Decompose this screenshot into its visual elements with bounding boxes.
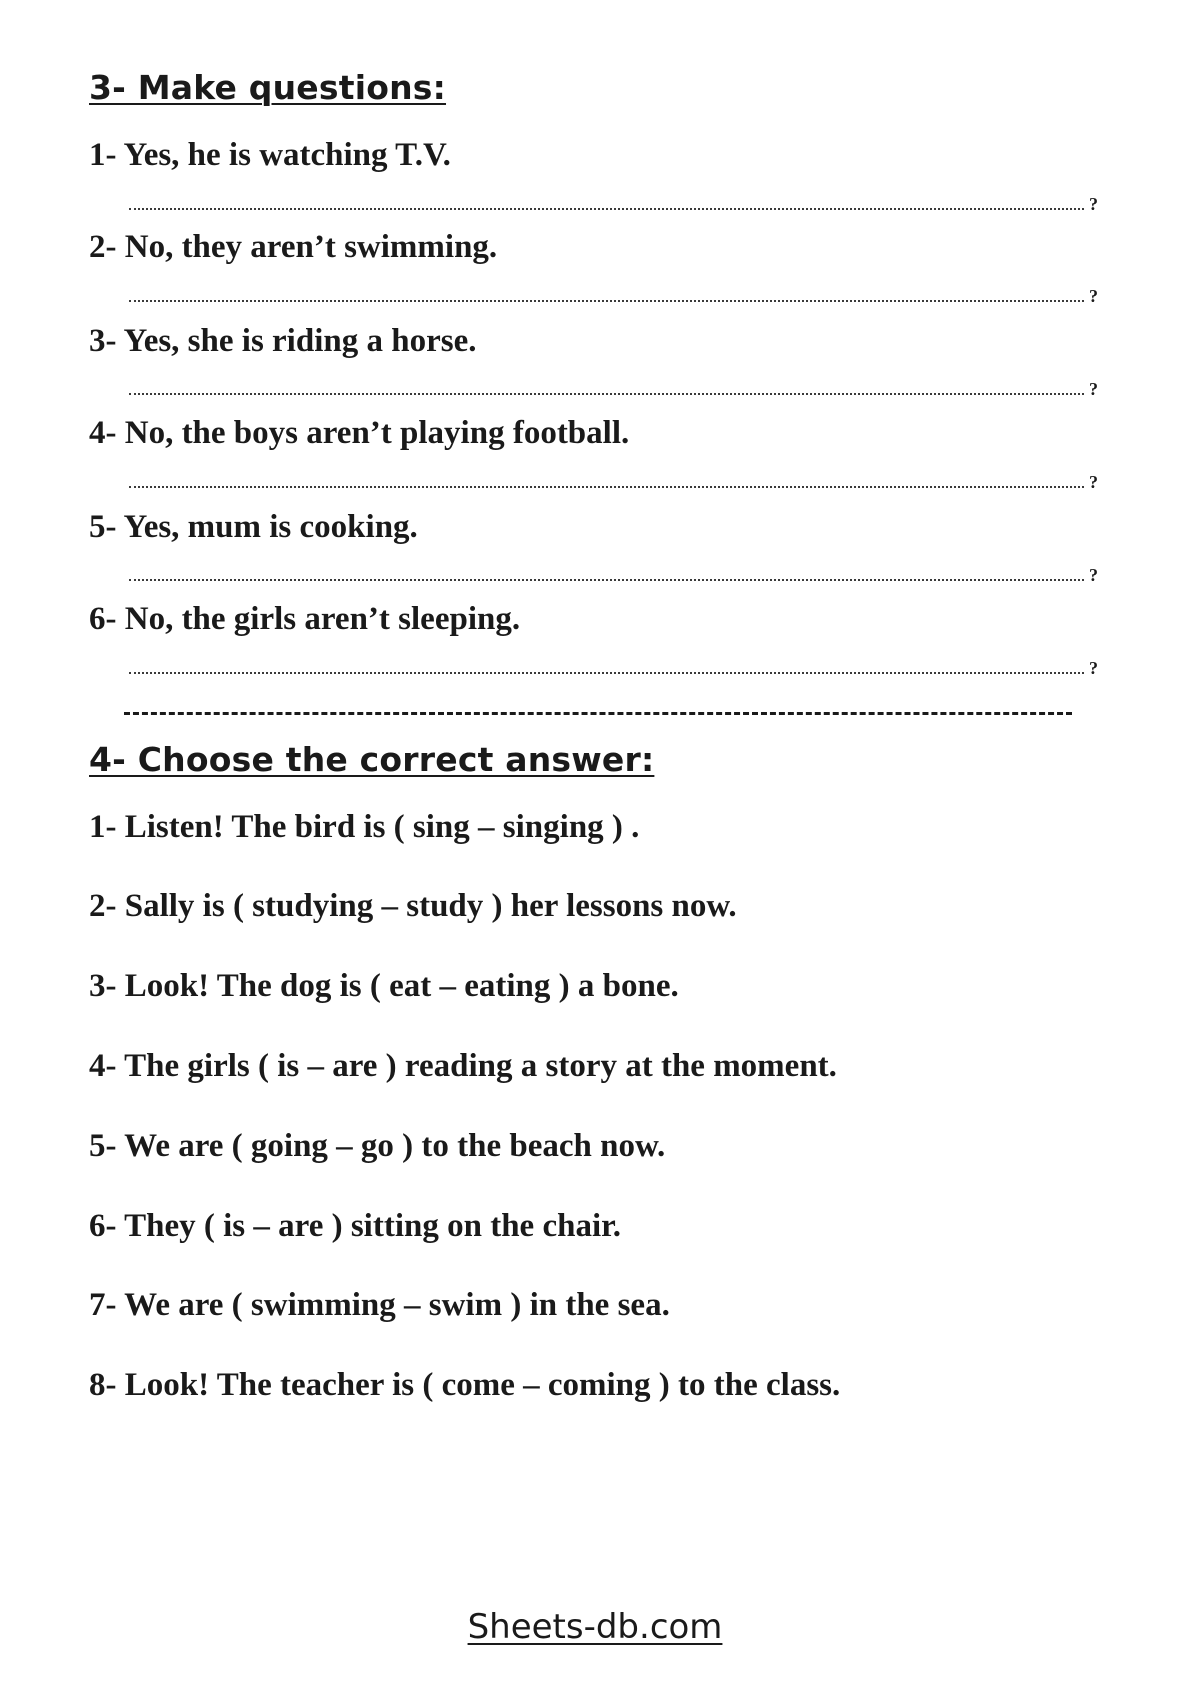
answer-line-2[interactable]	[129, 286, 1098, 310]
section-divider	[124, 712, 1072, 715]
question-mark: ?	[1089, 565, 1098, 585]
question-item-5: 5- Yes, mum is cooking.	[89, 509, 418, 545]
question-item-6: 6- No, the girls aren’t sleeping.	[89, 601, 521, 637]
choice-item-6: 6- They ( is – are ) sitting on the chair.	[89, 1208, 621, 1244]
answer-line-5[interactable]	[129, 565, 1098, 589]
dotted-line	[129, 672, 1084, 674]
choice-item-7: 7- We are ( swimming – swim ) in the sea.	[89, 1287, 670, 1323]
choice-item-4: 4- The girls ( is – are ) reading a story at the moment.	[89, 1048, 837, 1084]
dotted-line	[129, 300, 1084, 302]
answer-line-4[interactable]	[129, 472, 1098, 496]
choice-item-3: 3- Look! The dog is ( eat – eating ) a bone.	[89, 968, 679, 1004]
question-item-4: 4- No, the boys aren’t playing football.	[89, 415, 630, 451]
question-item-1: 1- Yes, he is watching T.V.	[89, 137, 451, 173]
question-mark: ?	[1089, 658, 1098, 678]
dotted-line	[129, 393, 1084, 395]
choice-item-2: 2- Sally is ( studying – study ) her lessons now.	[89, 888, 737, 924]
section3-heading: 3- Make questions:	[89, 68, 447, 107]
answer-line-3[interactable]	[129, 379, 1098, 403]
question-mark: ?	[1089, 194, 1098, 214]
dotted-line	[129, 208, 1084, 210]
answer-line-6[interactable]	[129, 658, 1098, 682]
choice-item-1: 1- Listen! The bird is ( sing – singing ) .	[89, 809, 640, 845]
answer-line-1[interactable]	[129, 194, 1098, 218]
dotted-line	[129, 486, 1084, 488]
question-mark: ?	[1089, 379, 1098, 399]
footer-site-link[interactable]: Sheets-db.com	[467, 1607, 723, 1647]
choice-item-8: 8- Look! The teacher is ( come – coming ) to the class.	[89, 1367, 841, 1403]
question-mark: ?	[1089, 472, 1098, 492]
choice-item-5: 5- We are ( going – go ) to the beach now.	[89, 1128, 666, 1164]
question-mark: ?	[1089, 286, 1098, 306]
dotted-line	[129, 579, 1084, 581]
question-item-3: 3- Yes, she is riding a horse.	[89, 323, 477, 359]
question-item-2: 2- No, they aren’t swimming.	[89, 229, 498, 265]
section4-heading: 4- Choose the correct answer:	[89, 740, 655, 779]
